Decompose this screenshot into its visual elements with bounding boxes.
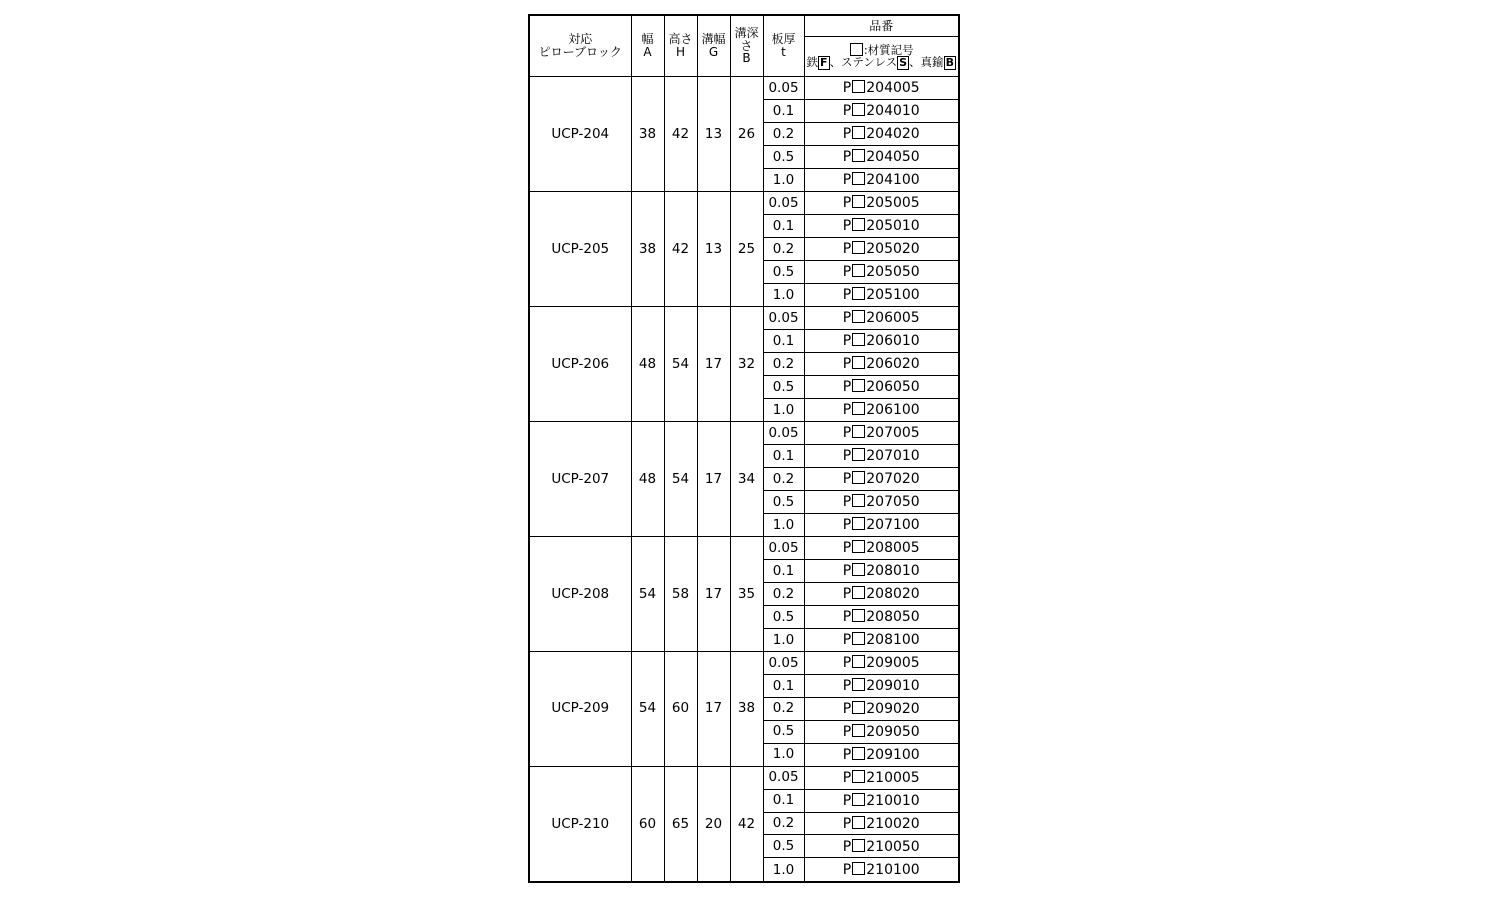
material-placeholder-box-icon: [852, 862, 865, 875]
part-prefix: P: [842, 355, 852, 372]
part-number-cell: [804, 835, 959, 858]
material-placeholder-box-icon: [852, 770, 865, 783]
part-number: 206020: [866, 355, 920, 372]
part-number-cell: [804, 582, 959, 605]
material-placeholder-box-icon: [852, 103, 865, 116]
header-width: 幅 A: [631, 15, 664, 77]
part-prefix: P: [842, 218, 852, 235]
thickness-cell: 0.2: [763, 697, 804, 720]
part-number-cell: [804, 145, 959, 168]
material-placeholder-box-icon: [852, 264, 865, 277]
part-number: 208020: [866, 585, 920, 602]
part-number-cell: [804, 77, 959, 100]
groove-width-g-cell: 17: [697, 421, 730, 536]
part-prefix: P: [842, 378, 852, 395]
thickness-cell: 0.2: [763, 237, 804, 260]
thickness-cell: 0.5: [763, 375, 804, 398]
thickness-cell: 0.5: [763, 490, 804, 513]
table-row: [529, 191, 959, 214]
part-prefix: P: [842, 539, 852, 556]
height-h-cell: 60: [664, 651, 697, 766]
model-cell: UCP-209: [529, 651, 631, 766]
part-number-cell: [804, 306, 959, 329]
material-placeholder-box-icon: [852, 471, 865, 484]
part-number-cell: [804, 352, 959, 375]
part-prefix: P: [842, 723, 852, 740]
material-placeholder-box-icon: [852, 195, 865, 208]
part-prefix: P: [842, 264, 852, 281]
groove-width-g-cell: 17: [697, 651, 730, 766]
height-h-cell: 42: [664, 77, 697, 192]
part-number: 206050: [866, 378, 920, 395]
groove-depth-b-cell: 35: [730, 536, 763, 651]
part-number: 207020: [866, 470, 920, 487]
part-number: 210005: [866, 769, 920, 786]
part-prefix: P: [842, 562, 852, 579]
model-cell: UCP-204: [529, 77, 631, 192]
part-prefix: P: [842, 332, 852, 349]
material-placeholder-box-icon: [852, 126, 865, 139]
thickness-cell: 0.05: [763, 77, 804, 100]
part-number: 206005: [866, 309, 920, 326]
part-prefix: P: [842, 172, 852, 189]
header-height: 高さ H: [664, 15, 697, 77]
part-number: 208005: [866, 539, 920, 556]
part-number: 210050: [866, 838, 920, 855]
part-number-cell: [804, 490, 959, 513]
part-prefix: P: [842, 424, 852, 441]
material-placeholder-box-icon: [852, 724, 865, 737]
model-cell: UCP-210: [529, 766, 631, 882]
model-cell: UCP-206: [529, 306, 631, 421]
groove-depth-b-cell: 42: [730, 766, 763, 882]
material-placeholder-box-icon: [852, 517, 865, 530]
part-prefix: P: [842, 585, 852, 602]
part-number: 206100: [866, 401, 920, 418]
part-number: 204005: [866, 80, 920, 97]
header-part-number: 品番: [804, 15, 959, 37]
part-number-cell: [804, 697, 959, 720]
thickness-cell: 0.2: [763, 582, 804, 605]
part-number-cell: [804, 260, 959, 283]
part-prefix: P: [842, 80, 852, 97]
part-number: 205020: [866, 241, 920, 258]
material-placeholder-box-icon: [852, 678, 865, 691]
header-groove-depth: 溝深さ B: [730, 15, 763, 77]
model-cell: UCP-207: [529, 421, 631, 536]
part-number-cell: [804, 191, 959, 214]
thickness-cell: 1.0: [763, 513, 804, 536]
material-placeholder-box-icon: [852, 839, 865, 852]
part-prefix: P: [842, 401, 852, 418]
thickness-cell: 1.0: [763, 168, 804, 191]
part-prefix: P: [842, 608, 852, 625]
thickness-cell: 0.5: [763, 605, 804, 628]
part-number: 206010: [866, 332, 920, 349]
part-prefix: P: [842, 677, 852, 694]
part-number: 204100: [866, 172, 920, 189]
material-placeholder-box-icon: [852, 701, 865, 714]
part-number: 210010: [866, 792, 920, 809]
part-number-cell: [804, 467, 959, 490]
part-prefix: P: [842, 861, 852, 878]
material-placeholder-box-icon: [852, 218, 865, 231]
thickness-cell: 0.1: [763, 444, 804, 467]
thickness-cell: 0.1: [763, 329, 804, 352]
part-number-cell: [804, 329, 959, 352]
part-number: 205100: [866, 287, 920, 303]
part-number-cell: [804, 812, 959, 835]
groove-depth-b-cell: 38: [730, 651, 763, 766]
thickness-cell: 0.1: [763, 214, 804, 237]
thickness-cell: 0.05: [763, 651, 804, 674]
part-number-cell: [804, 674, 959, 697]
thickness-cell: 0.5: [763, 720, 804, 743]
material-placeholder-box-icon: [852, 793, 865, 806]
thickness-cell: 0.5: [763, 260, 804, 283]
thickness-cell: 0.05: [763, 421, 804, 444]
part-number: 207050: [866, 493, 920, 510]
groove-width-g-cell: 17: [697, 306, 730, 421]
part-prefix: P: [842, 149, 852, 166]
material-placeholder-box-icon: [852, 333, 865, 346]
height-h-cell: 65: [664, 766, 697, 882]
part-number-cell: [804, 766, 959, 789]
material-placeholder-box-icon: [852, 379, 865, 392]
material-placeholder-box-icon: [852, 586, 865, 599]
material-placeholder-box-icon: [852, 149, 865, 162]
height-h-cell: 54: [664, 421, 697, 536]
header-groove-width: 溝幅 G: [697, 15, 730, 77]
part-number: 209010: [866, 677, 920, 694]
height-h-cell: 42: [664, 191, 697, 306]
part-prefix: P: [842, 493, 852, 510]
material-placeholder-box-icon: [852, 402, 865, 415]
part-prefix: P: [842, 195, 852, 212]
part-number-cell: [804, 651, 959, 674]
part-number-cell: [804, 122, 959, 145]
part-prefix: P: [842, 447, 852, 464]
part-number-cell: [804, 789, 959, 812]
width-a-cell: 60: [631, 766, 664, 882]
part-prefix: P: [842, 792, 852, 809]
part-number: 209005: [866, 654, 920, 671]
part-number: 210100: [866, 861, 920, 878]
material-code-brass: B: [945, 56, 954, 70]
part-number: 204050: [866, 149, 920, 166]
material-placeholder-box-icon: [852, 816, 865, 829]
part-number-cell: [804, 720, 959, 743]
part-number-cell: [804, 628, 959, 651]
part-number-cell: [804, 858, 959, 882]
part-prefix: P: [842, 654, 852, 671]
thickness-cell: 0.05: [763, 306, 804, 329]
part-number: 209100: [866, 746, 920, 763]
part-number: 207005: [866, 424, 920, 441]
width-a-cell: 54: [631, 651, 664, 766]
width-a-cell: 38: [631, 191, 664, 306]
part-number-cell: [804, 168, 959, 191]
material-placeholder-box-icon: [852, 494, 865, 507]
material-placeholder-box-icon: [852, 172, 865, 185]
part-prefix: P: [842, 746, 852, 763]
material-placeholder-box-icon: [852, 655, 865, 668]
table-row: [529, 77, 959, 100]
part-number: 208050: [866, 608, 920, 625]
part-number-cell: [804, 513, 959, 536]
part-prefix: P: [842, 769, 852, 786]
groove-width-g-cell: 20: [697, 766, 730, 882]
table-row: [529, 766, 959, 789]
material-placeholder-box-icon: [852, 448, 865, 461]
model-cell: UCP-205: [529, 191, 631, 306]
part-number: 205050: [866, 264, 920, 281]
part-number-cell: [804, 559, 959, 582]
part-number-cell: [804, 375, 959, 398]
spec-table: [528, 14, 960, 883]
thickness-cell: 1.0: [763, 858, 804, 882]
groove-width-g-cell: 13: [697, 77, 730, 192]
thickness-cell: 0.2: [763, 352, 804, 375]
part-number-cell: [804, 421, 959, 444]
thickness-cell: 0.05: [763, 536, 804, 559]
part-prefix: P: [842, 103, 852, 120]
part-prefix: P: [842, 516, 852, 533]
part-number: 207010: [866, 447, 920, 464]
part-prefix: P: [842, 241, 852, 258]
part-number-cell: [804, 237, 959, 260]
blank-box-icon: [850, 43, 863, 56]
material-placeholder-box-icon: [852, 632, 865, 645]
thickness-cell: 1.0: [763, 398, 804, 421]
thickness-cell: 0.2: [763, 122, 804, 145]
thickness-cell: 0.5: [763, 145, 804, 168]
model-cell: UCP-208: [529, 536, 631, 651]
table-row: [529, 536, 959, 559]
groove-width-g-cell: 17: [697, 536, 730, 651]
material-placeholder-box-icon: [852, 241, 865, 254]
table-row: [529, 651, 959, 674]
part-number-cell: [804, 214, 959, 237]
width-a-cell: 48: [631, 306, 664, 421]
thickness-cell: 1.0: [763, 628, 804, 651]
part-prefix: P: [842, 287, 852, 303]
header-model: 対応 ピローブロック: [529, 15, 631, 77]
thickness-cell: 0.2: [763, 812, 804, 835]
table-row: [529, 306, 959, 329]
table-header: [529, 15, 959, 77]
material-placeholder-box-icon: [852, 80, 865, 93]
material-legend: :材質記号 鉄 F 、ステンレス S 、真鍮 B: [804, 37, 959, 77]
thickness-cell: 0.05: [763, 766, 804, 789]
part-number: 208100: [866, 631, 920, 648]
table-body: [529, 77, 959, 883]
thickness-cell: 0.1: [763, 789, 804, 812]
material-placeholder-box-icon: [852, 287, 865, 300]
width-a-cell: 38: [631, 77, 664, 192]
part-number: 209020: [866, 700, 920, 717]
thickness-cell: 1.0: [763, 283, 804, 306]
part-number-cell: [804, 444, 959, 467]
material-placeholder-box-icon: [852, 310, 865, 323]
height-h-cell: 54: [664, 306, 697, 421]
height-h-cell: 58: [664, 536, 697, 651]
part-number: 205005: [866, 195, 920, 212]
thickness-cell: 0.2: [763, 467, 804, 490]
part-number-cell: [804, 536, 959, 559]
thickness-cell: 0.1: [763, 99, 804, 122]
material-code-stainless: S: [899, 56, 908, 70]
part-number: 209050: [866, 723, 920, 740]
part-prefix: P: [842, 470, 852, 487]
thickness-cell: 0.5: [763, 835, 804, 858]
material-placeholder-box-icon: [852, 609, 865, 622]
part-prefix: P: [842, 700, 852, 717]
thickness-cell: 0.1: [763, 559, 804, 582]
part-number: 207100: [866, 516, 920, 533]
part-number: 208010: [866, 562, 920, 579]
groove-depth-b-cell: 25: [730, 191, 763, 306]
thickness-cell: 1.0: [763, 743, 804, 766]
material-code-iron: F: [820, 56, 828, 70]
material-placeholder-box-icon: [852, 356, 865, 369]
groove-depth-b-cell: 34: [730, 421, 763, 536]
material-placeholder-box-icon: [852, 540, 865, 553]
material-placeholder-box-icon: [852, 747, 865, 760]
material-placeholder-box-icon: [852, 563, 865, 576]
groove-depth-b-cell: 32: [730, 306, 763, 421]
part-prefix: P: [842, 309, 852, 326]
thickness-cell: 0.05: [763, 191, 804, 214]
width-a-cell: 54: [631, 536, 664, 651]
width-a-cell: 48: [631, 421, 664, 536]
table-row: [529, 421, 959, 444]
part-number: 204010: [866, 103, 920, 120]
part-prefix: P: [842, 631, 852, 648]
part-number: 205010: [866, 218, 920, 235]
part-number: 204020: [866, 126, 920, 143]
part-number: 210020: [866, 815, 920, 832]
thickness-cell: 0.1: [763, 674, 804, 697]
part-number-cell: [804, 283, 959, 306]
part-prefix: P: [842, 838, 852, 855]
header-thickness: 板厚 t: [763, 15, 804, 77]
part-number-cell: [804, 743, 959, 766]
part-prefix: P: [842, 126, 852, 143]
groove-depth-b-cell: 26: [730, 77, 763, 192]
part-number-cell: [804, 398, 959, 421]
material-placeholder-box-icon: [852, 425, 865, 438]
part-number-cell: [804, 99, 959, 122]
part-prefix: P: [842, 815, 852, 832]
part-number-cell: [804, 605, 959, 628]
groove-width-g-cell: 13: [697, 191, 730, 306]
